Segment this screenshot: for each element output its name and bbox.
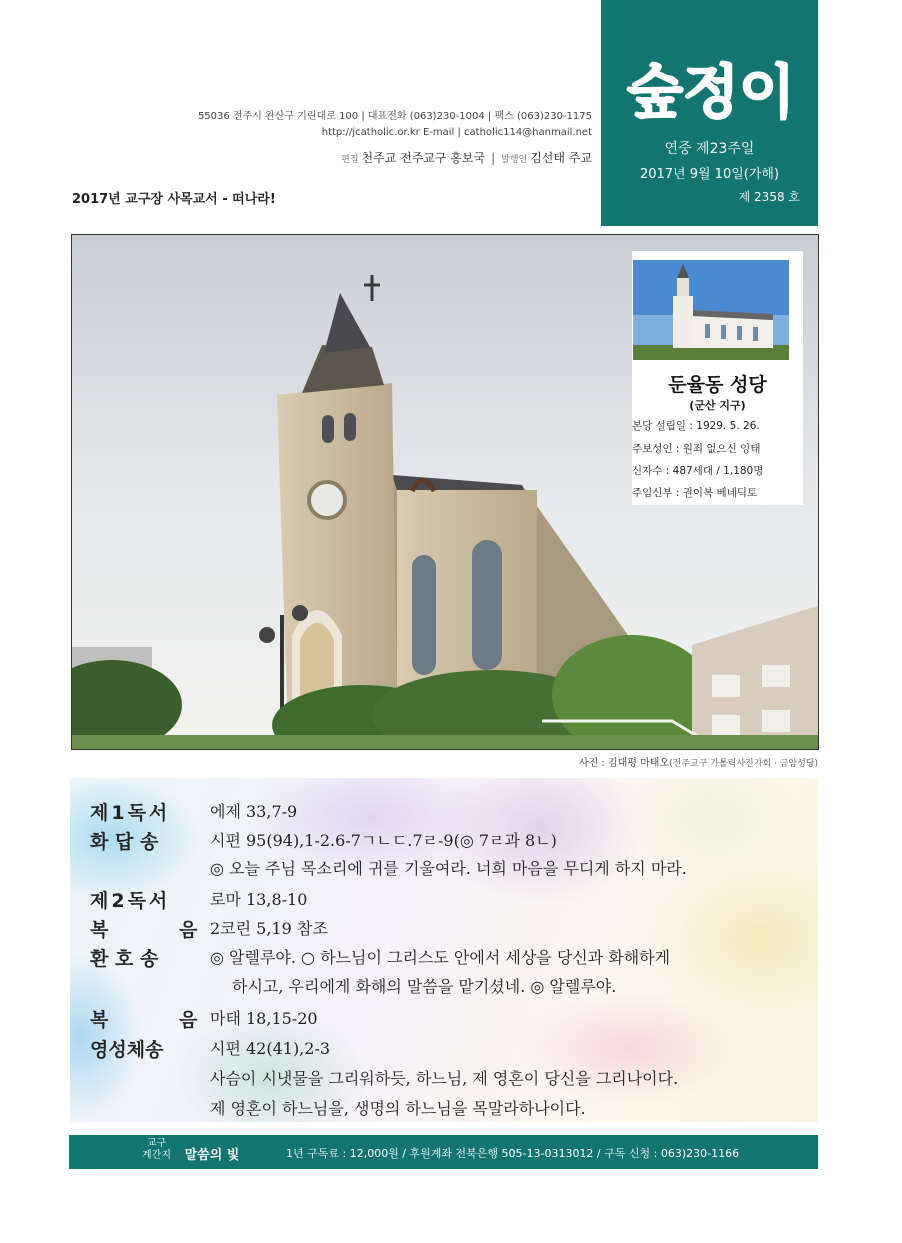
reading-label-gospel: 복 음 xyxy=(90,1009,198,1031)
magazine-logo xyxy=(181,1139,243,1165)
photo-credit-main: 사진 : 김대평 마태오 xyxy=(578,758,670,769)
editor-name: 천주교 전주교구 홍보국 xyxy=(361,151,486,165)
readings-panel xyxy=(70,778,818,1122)
publisher-address: 55036 전주시 완산구 기린대로 100 | 대표전화 (063)230-1004 | 팩스 (063)230-1175 xyxy=(197,111,592,122)
reading-text-communion-line2: 제 영혼이 하느님을, 생명의 하느님을 목말라하나이다. xyxy=(210,1099,586,1118)
reading-text-communion-line1: 사슴이 시냇물을 그리워하듯, 하느님, 제 영혼이 당신을 그리나이다. xyxy=(210,1069,679,1088)
church-name: 둔율동 성당 xyxy=(668,374,767,396)
photo-credit xyxy=(579,754,818,769)
reading-label-psalm: 화 답 송 xyxy=(90,831,159,853)
publisher-web: http://jcatholic.or.kr E-mail | catholic114@hanmail.net xyxy=(321,127,592,138)
photo-credit-detail: (전주교구 가톨릭사진가회 · 금암성당) xyxy=(669,759,818,769)
reading-text-gospel-verse: 2코린 5,19 참조 xyxy=(210,919,328,938)
reading-text-psalm: 시편 95(94),1-2.6-7ㄱㄴㄷ.7ㄹ-9(◎ 7ㄹ과 8ㄴ) xyxy=(210,831,557,850)
church-members: 신자수 : 487세대 / 1,180명 xyxy=(632,465,764,477)
reading-label-communion: 영성체송 xyxy=(90,1039,164,1061)
publisher-credits xyxy=(341,149,592,166)
reading-label-second: 제2독서 xyxy=(90,890,171,912)
editor-label: 편집 xyxy=(341,155,359,165)
church-founded: 본당 설립일 : 1929. 5. 26. xyxy=(632,420,760,432)
pastoral-theme: 2017년 교구장 사목교서 - 떠나라! xyxy=(72,192,276,207)
footer-bar xyxy=(69,1135,818,1169)
magazine-label-line1: 교구 xyxy=(146,1138,167,1149)
magazine-label xyxy=(142,1138,171,1162)
reading-text-psalm-response: ◎ 오늘 주님 목소리에 귀를 기울여라. 너희 마음을 무디게 하지 마라. xyxy=(210,859,687,878)
reading-text-communion: 시편 42(41),2-3 xyxy=(210,1039,331,1058)
reading-text-gospel: 마태 18,15-20 xyxy=(210,1009,318,1028)
church-district: (군산 지구) xyxy=(689,399,746,412)
church-info-panel xyxy=(632,251,803,505)
issue-number: 제 2358 호 xyxy=(738,190,800,204)
reading-label-first: 제1독서 xyxy=(90,802,171,824)
liturgical-sunday: 연중 제23주일 xyxy=(664,141,755,157)
reading-text-second: 로마 13,8-10 xyxy=(210,890,308,909)
magazine-logo-text: 말씀의 빛 xyxy=(184,1148,240,1163)
magazine-label-line2: 계간지 xyxy=(142,1150,171,1161)
logo-text: 숲정이 xyxy=(626,58,796,124)
issue-date: 2017년 9월 10일(가해) xyxy=(639,167,780,182)
publisher-name: 김선태 주교 xyxy=(530,151,592,165)
reading-label-gospel-verse: 복 음 xyxy=(90,919,198,941)
masthead xyxy=(601,0,818,226)
church-patron: 주보성인 : 원죄 없으신 잉태 xyxy=(632,443,761,455)
reading-label-acclamation: 환 호 송 xyxy=(90,948,159,970)
church-pastor: 주임신부 : 권이복 베네딕토 xyxy=(632,487,758,499)
reading-text-first: 에제 33,7-9 xyxy=(210,802,298,821)
subscription-info: 1년 구독료 : 12,000원 / 후원계좌 전북은행 505-13-0313012 / 구독 신청 : 063)230-1166 xyxy=(286,1147,740,1160)
reading-text-acclamation-cont: 하시고, 우리에게 화해의 말씀을 맡기셨네. ◎ 알렐루야. xyxy=(232,977,617,996)
divider: | xyxy=(491,151,496,165)
masthead-logo xyxy=(611,58,811,124)
church-thumbnail xyxy=(633,260,789,360)
publisher-label: 발행인 xyxy=(501,155,528,165)
reading-text-acclamation: ◎ 알렐루야. ○ 하느님이 그리스도 안에서 세상을 당신과 화해하게 xyxy=(210,948,671,967)
